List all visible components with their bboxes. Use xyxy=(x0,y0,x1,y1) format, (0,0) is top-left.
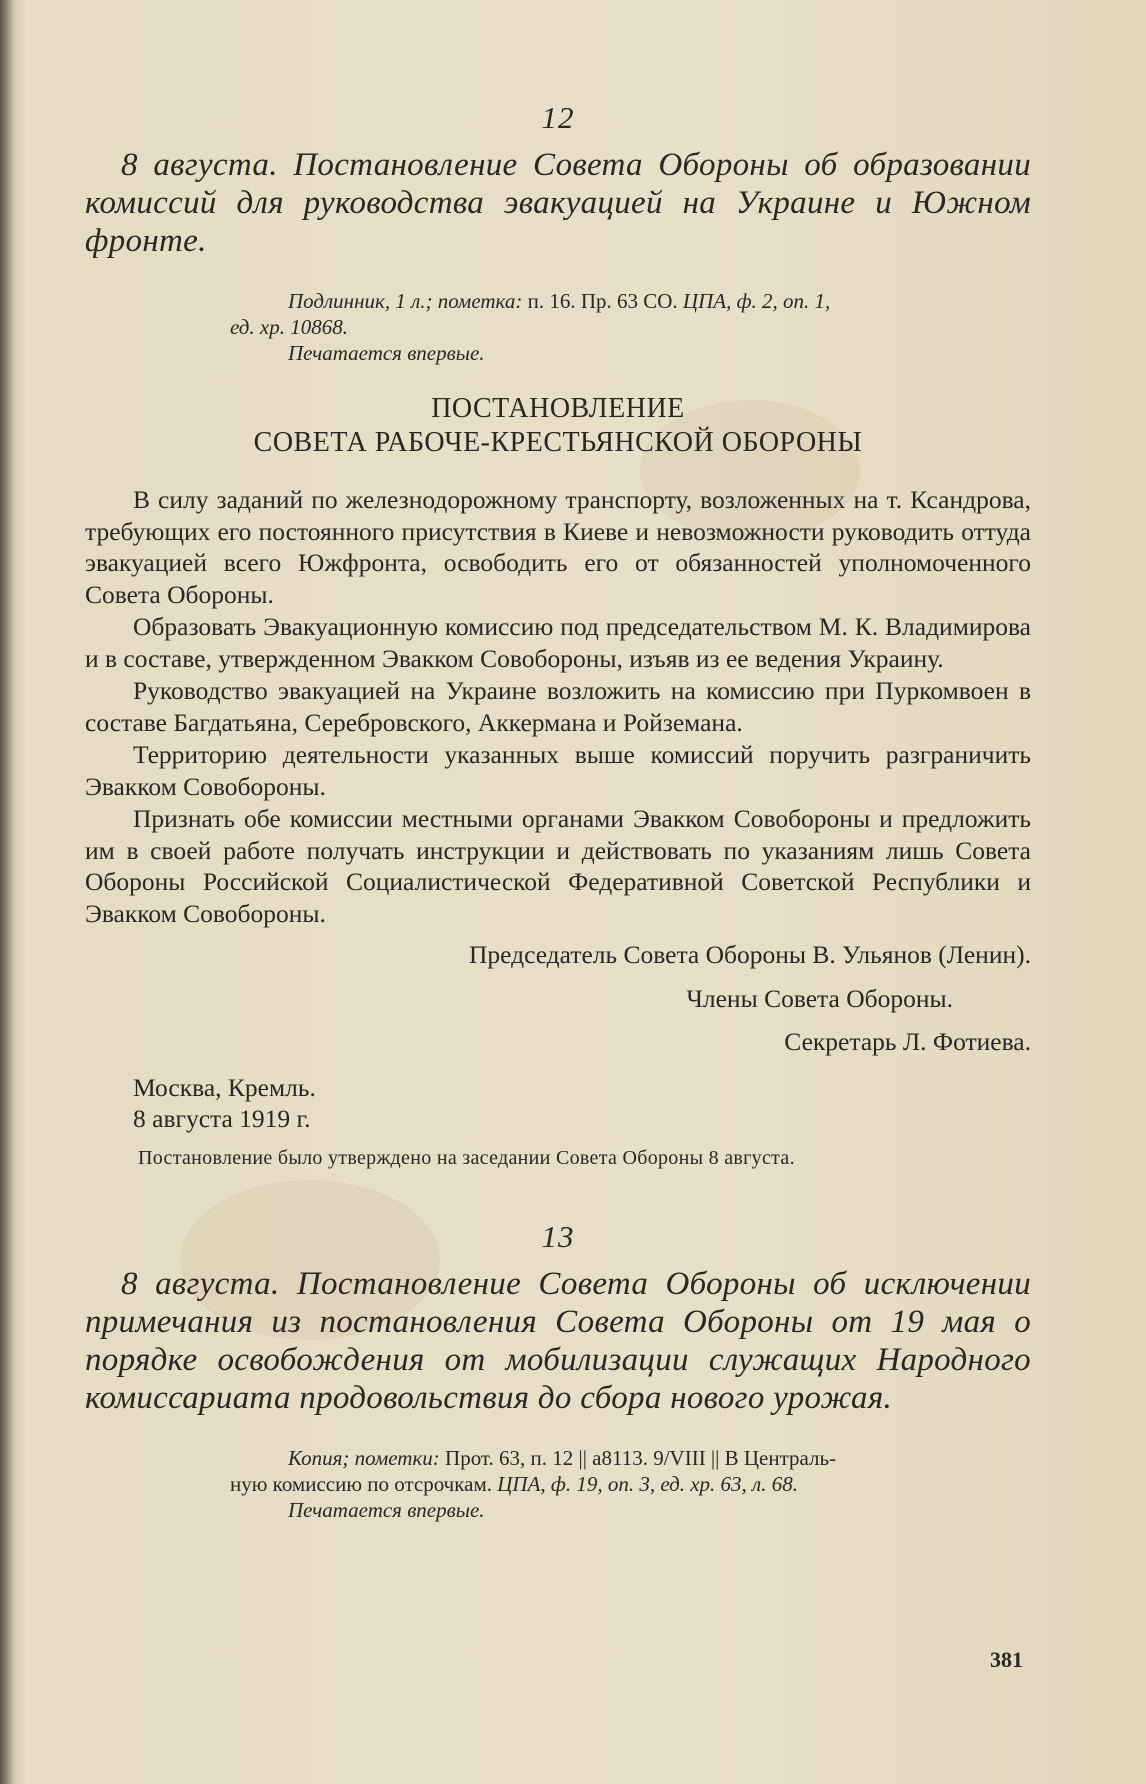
source-reference xyxy=(85,288,1031,366)
archive-ref-continued: ед. хр. 10868. xyxy=(230,315,348,339)
decree-title-line: СОВЕТА РАБОЧЕ-КРЕСТЬЯНСКОЙ ОБОРОНЫ xyxy=(253,427,863,458)
publication-note: Печатается впервые. xyxy=(288,341,485,365)
source-mark: Прот. 63, п. 12 || а8113. 9/VIII || В Централь- xyxy=(439,1445,837,1470)
decree-paragraph: Признать обе комиссии местными органами Эвакком Совобороны и предложить им в своей работе получать инструкции и действовать по указаниям лишь Совета Обороны Российской Социалистической Федеративной Советской Республики и Эвакком Совобороны. xyxy=(85,804,1031,928)
decree-paragraph: Руководство эвакуацией на Украине возложить на комиссию при Пуркомвоен в составе Багдатьяна, Серебровского, Аккермана и Ройземана. xyxy=(85,676,1031,737)
signature-secretary: Секретарь Л. Фотиева. xyxy=(784,1027,1031,1056)
decree-paragraph: В силу заданий по железнодорожному транспорту, возложенных на т. Ксандрова, требующих его постоянного присутствия в Киеве и невозможности руководить оттуда эвакуацией всего Южфронта, освободить его от обязанностей уполномоченного Совета Обороны. xyxy=(85,485,1031,609)
source-mark-continued: ную комиссию по отсрочкам. xyxy=(230,1471,498,1496)
document-heading: 8 августа. Постановление Совета Обороны об исключении примечания из постановления Совета Обороны от 19 мая о порядке освобождения от мобилизации служащих Народного комиссариата продовольствия до сбора нового урожая. xyxy=(85,1265,1031,1416)
archive-ref: ЦПА, ф. 2, оп. 1, xyxy=(682,289,831,313)
source-type: Подлинник, 1 л.; пометка: xyxy=(288,289,523,313)
decree-paragraph: Образовать Эвакуационную комиссию под председательством М. К. Владимирова и в составе, утвержденном Эвакком Совобороны, изъяв из ее ведения Украину. xyxy=(85,612,1031,673)
place: Москва, Кремль. xyxy=(133,1072,316,1102)
document-heading: 8 августа. Постановление Совета Обороны об образовании комиссий для руководства эвакуацией на Украине и Южном фронте. xyxy=(85,147,1031,259)
document-number: 12 xyxy=(541,100,575,135)
decree-paragraph: Территорию деятельности указанных выше комиссий поручить разграничить Эвакком Совобороны. xyxy=(85,740,1031,801)
source-type: Копия; пометки: xyxy=(288,1445,440,1470)
publication-note: Печатается впервые. xyxy=(288,1497,485,1522)
source-line xyxy=(288,288,1031,314)
archive-ref: ЦПА, ф. 19, оп. 3, ед. хр. 63, л. 68. xyxy=(497,1471,798,1496)
signature-members: Члены Совета Обороны. xyxy=(686,983,953,1013)
place-and-date xyxy=(133,1072,1031,1135)
source-reference xyxy=(85,1445,1031,1523)
approval-note: Постановление было утверждено на заседании Совета Обороны 8 августа. xyxy=(138,1146,795,1169)
date: 8 августа 1919 г. xyxy=(133,1104,311,1133)
page-content xyxy=(85,100,1031,1523)
page-number: 381 xyxy=(990,1647,1023,1672)
source-line xyxy=(230,1471,1031,1497)
source-mark: п. 16. Пр. 63 СО. xyxy=(522,289,683,313)
decree-title-line: ПОСТАНОВЛЕНИЕ xyxy=(431,393,685,424)
source-line xyxy=(288,1445,1031,1471)
document-number: 13 xyxy=(541,1218,575,1254)
decree-title xyxy=(85,392,1031,460)
signature-chairman: Председатель Совета Обороны В. Ульянов (Ленин). xyxy=(468,940,1031,969)
